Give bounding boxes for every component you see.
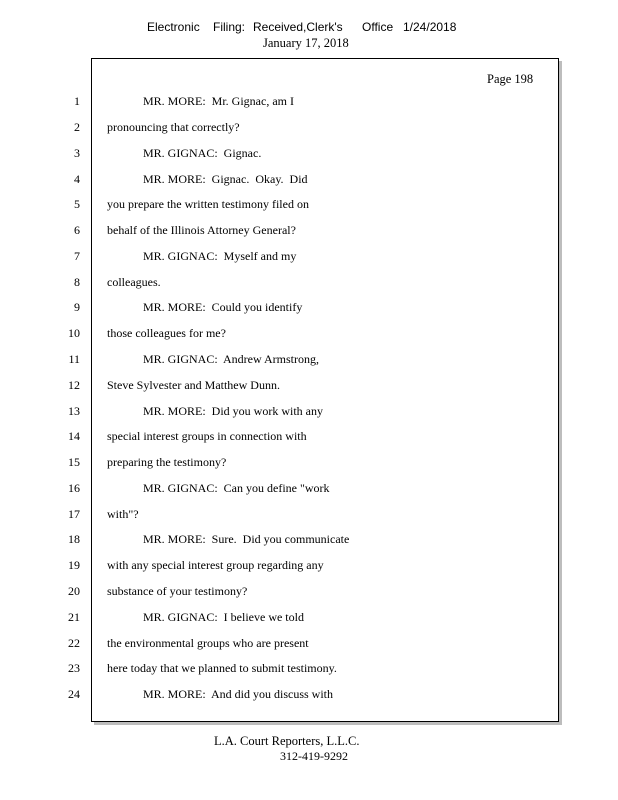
stamp-word-office: Office [362,20,394,34]
line-number: 5 [74,197,80,211]
line-text: here today that we planned to submit testimony. [107,661,337,675]
line-text: MR. MORE: Gignac. Okay. Did [143,172,308,186]
line-text: those colleagues for me? [107,326,226,340]
line-number: 18 [68,532,80,546]
line-text: special interest groups in connection with [107,429,307,443]
line-text: MR. GIGNAC: I believe we told [143,610,304,624]
stamp-word-received-clerks: Received,Clerk's [253,20,343,34]
line-text: pronouncing that correctly? [107,120,240,134]
line-text: colleagues. [107,275,161,289]
line-number: 17 [68,507,80,521]
line-number: 9 [74,300,80,314]
line-text: behalf of the Illinois Attorney General? [107,223,296,237]
line-text: with any special interest group regarding any [107,558,324,572]
line-text: MR. MORE: Could you identify [143,300,303,314]
line-text: with"? [107,507,139,521]
line-number: 20 [68,584,80,598]
transcript-date: January 17, 2018 [263,36,349,50]
line-text: MR. MORE: Did you work with any [143,404,323,418]
line-number: 24 [68,687,80,701]
stamp-word-filing: Filing: [213,20,246,34]
line-text: MR. GIGNAC: Andrew Armstrong, [143,352,319,366]
footer-company: L.A. Court Reporters, L.L.C. [214,734,360,748]
footer-phone: 312-419-9292 [280,749,348,763]
line-text: preparing the testimony? [107,455,227,469]
line-number: 21 [68,610,80,624]
line-number: 4 [74,172,80,186]
line-text: MR. GIGNAC: Can you define "work [143,481,330,495]
line-number: 12 [68,378,80,392]
line-text: substance of your testimony? [107,584,248,598]
stamp-filing-date: 1/24/2018 [403,20,457,34]
line-number: 6 [74,223,80,237]
line-number: 3 [74,146,80,160]
line-number: 23 [68,661,80,675]
line-number: 13 [68,404,80,418]
line-text: MR. GIGNAC: Myself and my [143,249,297,263]
line-number: 22 [68,636,80,650]
line-text: MR. MORE: And did you discuss with [143,687,334,701]
line-text: you prepare the written testimony filed on [107,197,309,211]
line-text: Steve Sylvester and Matthew Dunn. [107,378,280,392]
line-text: the environmental groups who are present [107,636,309,650]
line-number: 11 [68,352,80,366]
line-number: 14 [68,429,80,443]
stamp-word-electronic: Electronic [147,20,200,34]
line-text: MR. GIGNAC: Gignac. [143,146,262,160]
line-text: MR. MORE: Mr. Gignac, am I [143,94,294,108]
line-number: 19 [68,558,80,572]
line-number: 10 [68,326,80,340]
line-number: 7 [74,249,80,263]
line-text: MR. MORE: Sure. Did you communicate [143,532,350,546]
page-number: Page 198 [487,72,534,86]
line-number: 16 [68,481,80,495]
line-number: 8 [74,275,80,289]
line-number: 2 [74,120,80,134]
line-number: 15 [68,455,80,469]
line-number: 1 [74,94,80,108]
